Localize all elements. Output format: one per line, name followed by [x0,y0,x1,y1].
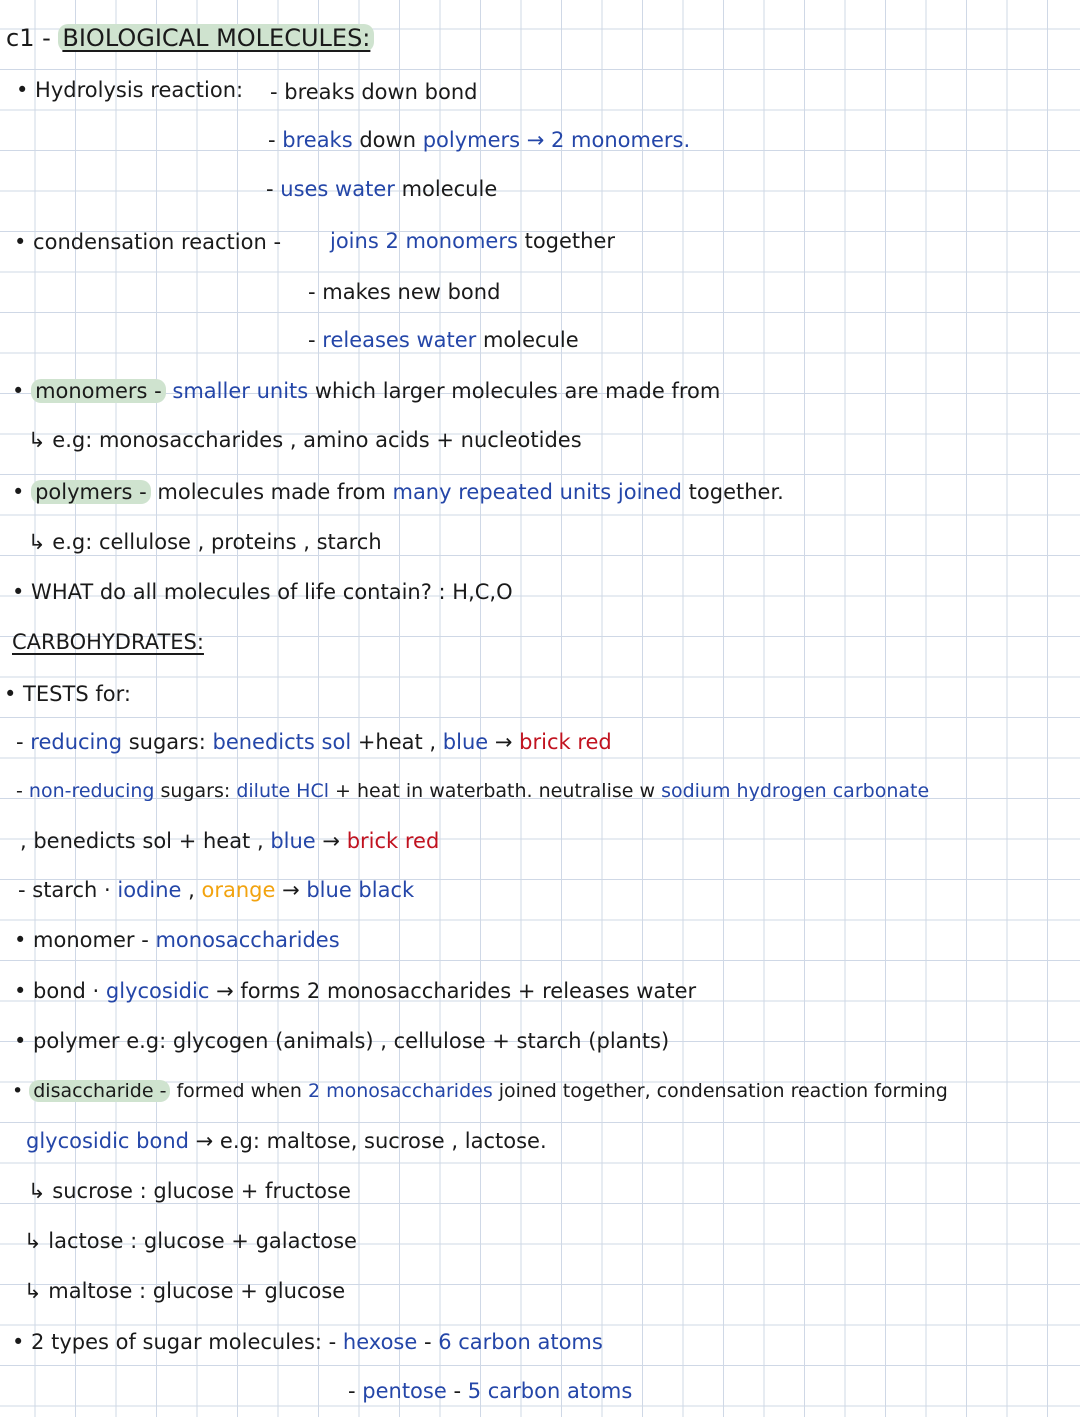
test-reducing-sugars: - reducing sugars: benedicts sol +heat , blue → brick red [16,730,612,754]
carbohydrates-heading: CARBOHYDRATES: [12,630,204,654]
condensation-point-1: joins 2 monomers together [330,229,616,253]
sugar-types-pentose: - pentose - 5 carbon atoms [348,1379,633,1403]
title-text: BIOLOGICAL MOLECULES: [58,24,374,52]
sugar-types-hexose: • 2 types of sugar molecules: - hexose - 6 carbon atoms [12,1330,603,1354]
tests-label: • TESTS for: [4,682,131,706]
carbs-monomer: • monomer - monosaccharides [14,928,340,952]
hydrolysis-point-2: - breaks down polymers → 2 monomers. [268,128,691,152]
carbs-polymer: • polymer e.g: glycogen (animals) , cellulose + starch (plants) [14,1029,670,1053]
test-starch: - starch · iodine , orange → blue black [18,878,415,902]
condensation-label: • condensation reaction - [14,230,282,254]
carbs-bond: • bond · glycosidic → forms 2 monosaccharides + releases water [14,979,697,1003]
test-non-reducing-sugars-continued: , benedicts sol + heat , blue → brick red [20,829,440,853]
polymers-example: ↳ e.g: cellulose , proteins , starch [28,530,382,554]
maltose-composition: ↳ maltose : glucose + glucose [24,1279,346,1303]
disaccharide-definition-continued: glycosidic bond → e.g: maltose, sucrose , lactose. [26,1129,547,1153]
hydrolysis-point-3: - uses water molecule [266,177,498,201]
monomers-definition: • monomers - smaller units which larger molecules are made from [12,379,721,403]
title-prefix: c1 - [6,24,59,52]
lactose-composition: ↳ lactose : glucose + galactose [24,1229,357,1253]
monomers-example: ↳ e.g: monosaccharides , amino acids + nucleotides [28,428,582,452]
condensation-point-2: - makes new bond [308,280,501,304]
sucrose-composition: ↳ sucrose : glucose + fructose [28,1179,351,1203]
page-title [6,26,374,50]
disaccharide-definition: • disaccharide - formed when 2 monosaccharides joined together, condensation reaction forming [12,1080,948,1102]
hydrolysis-label: • Hydrolysis reaction: [16,78,244,102]
condensation-point-3: - releases water molecule [308,328,579,352]
polymers-definition: • polymers - molecules made from many repeated units joined together. [12,480,784,504]
test-non-reducing-sugars: - non-reducing sugars: dilute HCl + heat in waterbath. neutralise w sodium hydrogen carbonate [16,780,930,802]
hydrolysis-point-1: - breaks down bond [270,80,478,104]
molecules-of-life-question: • WHAT do all molecules of life contain? : H,C,O [12,580,513,604]
